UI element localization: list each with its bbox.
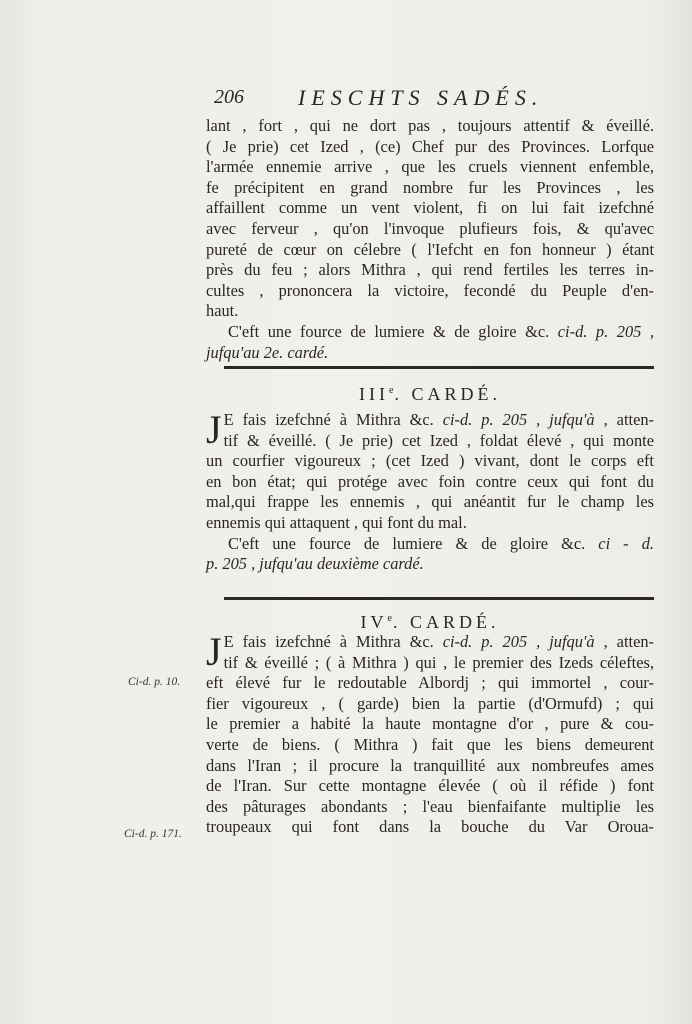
section-3-paragraph bbox=[206, 407, 654, 575]
text-line: haut. bbox=[206, 301, 239, 321]
text-span: , atten- bbox=[594, 410, 654, 429]
text-line: eft élevé fur le redoutable Albordj ; qui immortel , cour- bbox=[206, 673, 654, 693]
text-line: tif & éveillé. ( Je prie) cet Ized , foldat élevé , qui monte bbox=[223, 430, 654, 450]
text-line: de l'Iran. Sur cette montagne élevée ( où il réfide ) font bbox=[206, 776, 654, 796]
text-line: troupeaux qui font dans la bouche du Var Oroua- bbox=[206, 817, 654, 837]
cross-reference: ci-d. p. 205 , bbox=[557, 321, 654, 341]
cross-reference: ci - d. bbox=[598, 533, 654, 553]
section-divider bbox=[224, 366, 654, 369]
text-line: l'armée ennemie arrive , que les cruels viennent enfemble, bbox=[206, 157, 654, 177]
section-numeral: IV bbox=[360, 612, 388, 632]
drop-cap: J bbox=[206, 407, 222, 452]
closing-line bbox=[206, 343, 654, 364]
text-line: lant , fort , qui ne dort pas , toujours attentif & éveillé. bbox=[206, 116, 654, 135]
closing-line bbox=[206, 554, 654, 575]
section-4-paragraph bbox=[206, 629, 654, 838]
text-line: pureté de cœur on célebre ( l'Iefcht en fon honneur ) étant bbox=[206, 239, 654, 259]
text-line: ennemis qui attaquent , qui font du mal. bbox=[206, 512, 467, 532]
closing-text: C'eft une fource de lumiere & de gloire &c. bbox=[228, 321, 558, 341]
drop-cap: J bbox=[206, 629, 222, 674]
text-line: des pâturages abondants ; l'eau bienfaifante multiplie les bbox=[206, 796, 654, 816]
cross-reference: jufqu'au 2e. cardé. bbox=[206, 342, 329, 362]
text-line: affaillent comme un vent violent, fi on lui fait izefchné bbox=[206, 198, 654, 218]
text-line bbox=[206, 632, 654, 653]
section-title bbox=[206, 384, 654, 405]
section-numeral-sup: e bbox=[389, 385, 395, 396]
text-line: dans l'Iran ; il procure la tranquillité aux nombreufes ames bbox=[206, 755, 654, 775]
text-line: cultes , prononcera la victoire, fecondé du Peuple d'en- bbox=[206, 280, 654, 300]
text-line: avec ferveur , qu'on l'invoque plufieurs fois, & qu'avec bbox=[206, 218, 654, 238]
cross-reference: ci-d. p. 205 , jufqu'à bbox=[442, 410, 595, 429]
page-number: 206 bbox=[214, 86, 244, 108]
cross-reference: ci-d. p. 205 , jufqu'à bbox=[442, 632, 595, 651]
text-line: près du feu ; alors Mithra , qui rend fertiles les terres in- bbox=[206, 260, 654, 280]
text-span: , atten- bbox=[594, 632, 654, 651]
page-header bbox=[214, 86, 654, 116]
text-line: en bon état; qui protége avec foin contre ceux qui font du bbox=[206, 471, 654, 491]
continuation-paragraph bbox=[206, 116, 654, 363]
text-line: le premier a habité la haute montagne d'or , pure & cou- bbox=[206, 714, 654, 734]
section-title-text: . CARDÉ. bbox=[394, 384, 501, 404]
cross-reference: p. 205 , jufqu'au deuxième cardé. bbox=[206, 554, 424, 574]
text-line: un courfier vigoureux ; (cet Ized ) vivant, dont le corps eft bbox=[206, 451, 654, 471]
margin-note: Ci-d. p. 171. bbox=[124, 828, 182, 840]
closing-line bbox=[206, 534, 654, 555]
section-numeral-sup: e bbox=[387, 613, 393, 624]
closing-text: C'eft une fource de lumiere & de gloire &c. bbox=[228, 533, 599, 553]
text-line: fe précipitent en grand nombre fur les Provinces , les bbox=[206, 177, 654, 197]
text-line: tif & éveillé ; ( à Mithra ) qui , le premier des Izeds céleftes, bbox=[223, 652, 654, 672]
text-span: E fais izefchné à Mithra &c. bbox=[223, 410, 443, 429]
closing-line bbox=[206, 322, 654, 343]
margin-note: Ci-d. p. 10. bbox=[128, 676, 181, 688]
section-numeral: III bbox=[359, 384, 389, 404]
text-line: ( Je prie) cet Ized , (ce) Chef pur des Provinces. Lorfque bbox=[206, 136, 654, 156]
section-divider bbox=[224, 597, 654, 600]
text-line bbox=[206, 410, 654, 431]
text-line: verte de biens. ( Mithra ) fait que les biens demeurent bbox=[206, 734, 654, 754]
text-line: mal,qui frappe les ennemis , qui anéantit fur le champ les bbox=[206, 492, 654, 512]
section-title bbox=[206, 612, 654, 633]
text-span: E fais izefchné à Mithra &c. bbox=[223, 632, 443, 651]
text-line: fier vigoureux , ( garde) bien la partie (d'Ormufd) ; qui bbox=[206, 693, 654, 713]
section-title-text: . CARDÉ. bbox=[392, 612, 500, 632]
running-title: IESCHTS SADÉS. bbox=[298, 85, 544, 110]
